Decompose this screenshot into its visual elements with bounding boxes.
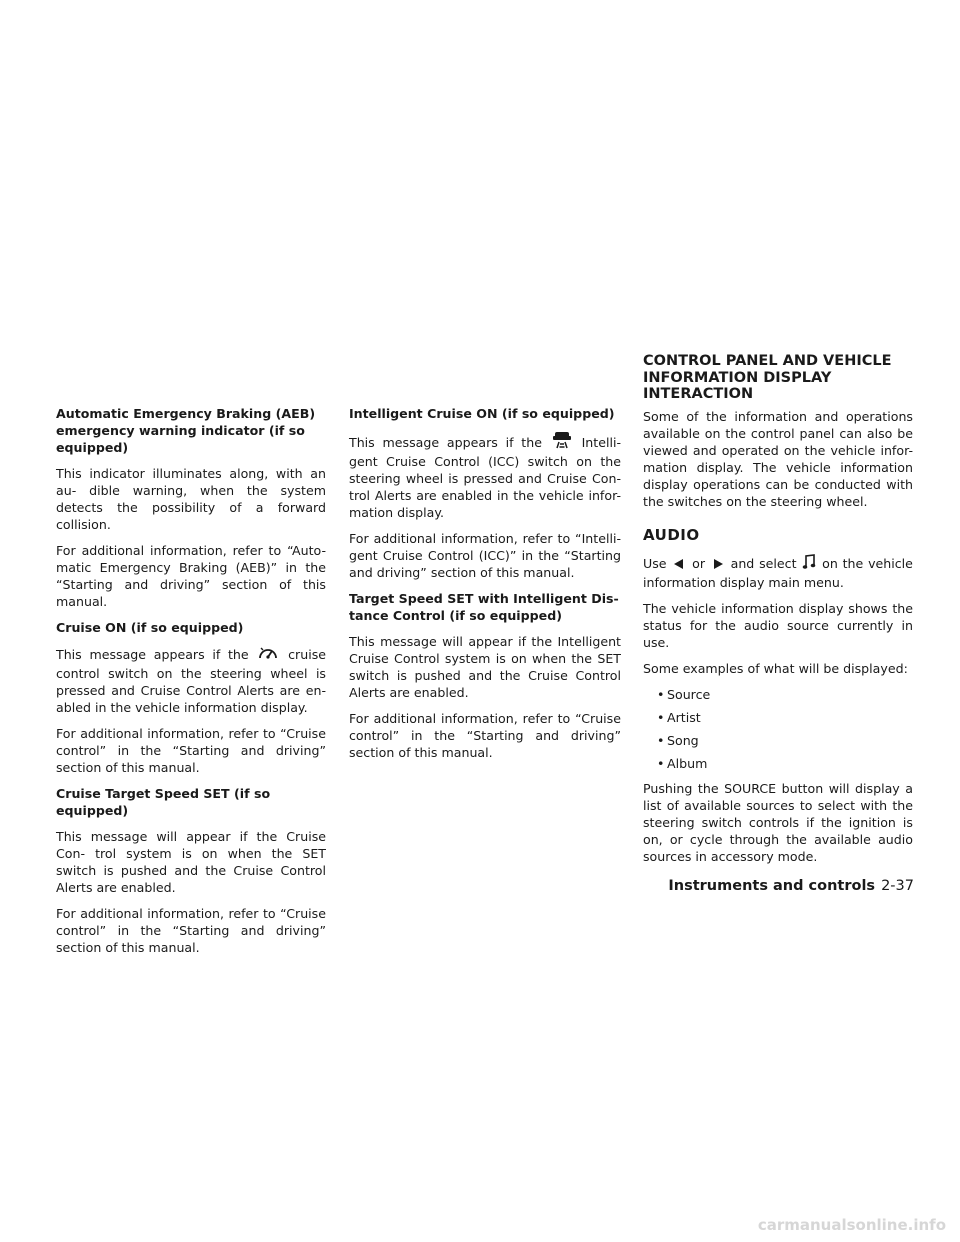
aeb-paragraph-1: This indicator illuminates along, with an au- dible warning, when the system detects the possibility of a forward collision.: [56, 466, 326, 532]
audio-paragraph-3: Some examples of what will be displayed:: [643, 660, 908, 676]
cruise-on-text-b: cruise control switch on the steering wheel is pressed and Cruise Control Alerts are en- abled in the vehicle information display.: [56, 647, 327, 715]
icc-text-a: This message appears if the: [349, 435, 542, 450]
aeb-heading: Automatic Emergency Braking (AEB) emergency warning indicator (if so equipped): [56, 406, 316, 455]
audio-select-text: and select: [730, 555, 797, 571]
music-note-icon: [802, 554, 816, 574]
cruise-target-paragraph-1: This message will appear if the Cruise Con- trol system is on when the SET switch is pushed and the Cruise Control Alerts are enabled.: [56, 829, 326, 895]
list-item: • Song: [657, 732, 913, 749]
page-number: 2-37: [881, 878, 914, 894]
icc-paragraph-1: [349, 431, 621, 521]
aeb-paragraph-2: For additional information, refer to “Auto- matic Emergency Braking (AEB)” in the “Starting and driving” section of this manual.: [56, 543, 326, 609]
list-item: • Artist: [657, 709, 913, 726]
left-arrow-icon: [672, 557, 686, 574]
audio-paragraph-4: Pushing the SOURCE button will display a list of available sources to select with the steering switch controls if the ignition is on, or cycle through the available audio sources in accessory mode.: [643, 780, 913, 864]
cruise-on-paragraph-2: For additional information, refer to “Cruise control” in the “Starting and driving” section of this manual.: [56, 726, 326, 775]
watermark: carmanualsonline.info: [757, 1216, 946, 1234]
cruise-on-text-a: This message appears if the: [56, 647, 249, 662]
icc-paragraph-2: For additional information, refer to “Intelli- gent Cruise Control (ICC)” in the “Starting and driving” section of this manual.: [349, 531, 621, 580]
examples-list: [643, 686, 913, 772]
target-speed-paragraph-2: For additional information, refer to “Cruise control” in the “Starting and driving” section of this manual.: [349, 711, 621, 760]
audio-title: AUDIO: [643, 525, 700, 544]
audio-use-text: Use: [643, 555, 667, 571]
audio-paragraph-1: [643, 554, 913, 591]
right-arrow-icon: [711, 557, 725, 574]
cruise-on-paragraph-1: [56, 645, 326, 716]
cruise-target-paragraph-2: For additional information, refer to “Cruise control” in the “Starting and driving” section of this manual.: [56, 906, 326, 955]
column-middle: [349, 405, 621, 770]
icc-heading: Intelligent Cruise ON (if so equipped): [349, 406, 615, 421]
target-speed-heading: Target Speed SET with Intelligent Dis- tance Control (if so equipped): [349, 591, 619, 623]
audio-paragraph-2: The vehicle information display shows the status for the audio source currently in use.: [643, 600, 913, 650]
audio-rest-text: on the vehicle information display main menu.: [643, 555, 913, 590]
speedometer-icon: [257, 645, 279, 665]
audio-or-text: or: [692, 555, 706, 571]
column-right: [643, 353, 913, 874]
cruise-on-heading: Cruise ON (if so equipped): [56, 620, 244, 635]
intro-paragraph: Some of the information and operations available on the control panel can also be viewed and operated on the vehicle infor- mation display. The vehicle information display operations can be conducted with the switches on the steering wheel.: [643, 408, 913, 509]
icc-text-b: Intelli- gent Cruise Control (ICC) switch on the steering wheel is pressed and Cruise Con- trol Alerts are enabled in the vehicle infor- mation display.: [349, 435, 622, 520]
target-speed-paragraph-1: This message will appear if the Intelligent Cruise Control system is on when the SET switch is pushed and the Cruise Control Alerts are enabled.: [349, 634, 621, 700]
cruise-target-heading: Cruise Target Speed SET (if so equipped): [56, 786, 271, 818]
car-distance-icon: [551, 431, 573, 453]
section-title: CONTROL PANEL AND VEHICLE INFORMATION DISPLAY INTERACTION: [643, 353, 892, 402]
list-item: • Source: [657, 686, 913, 703]
list-item: • Album: [657, 755, 913, 772]
footer-section: Instruments and controls: [668, 878, 876, 894]
column-left: [56, 405, 326, 965]
page-footer: [668, 877, 914, 895]
